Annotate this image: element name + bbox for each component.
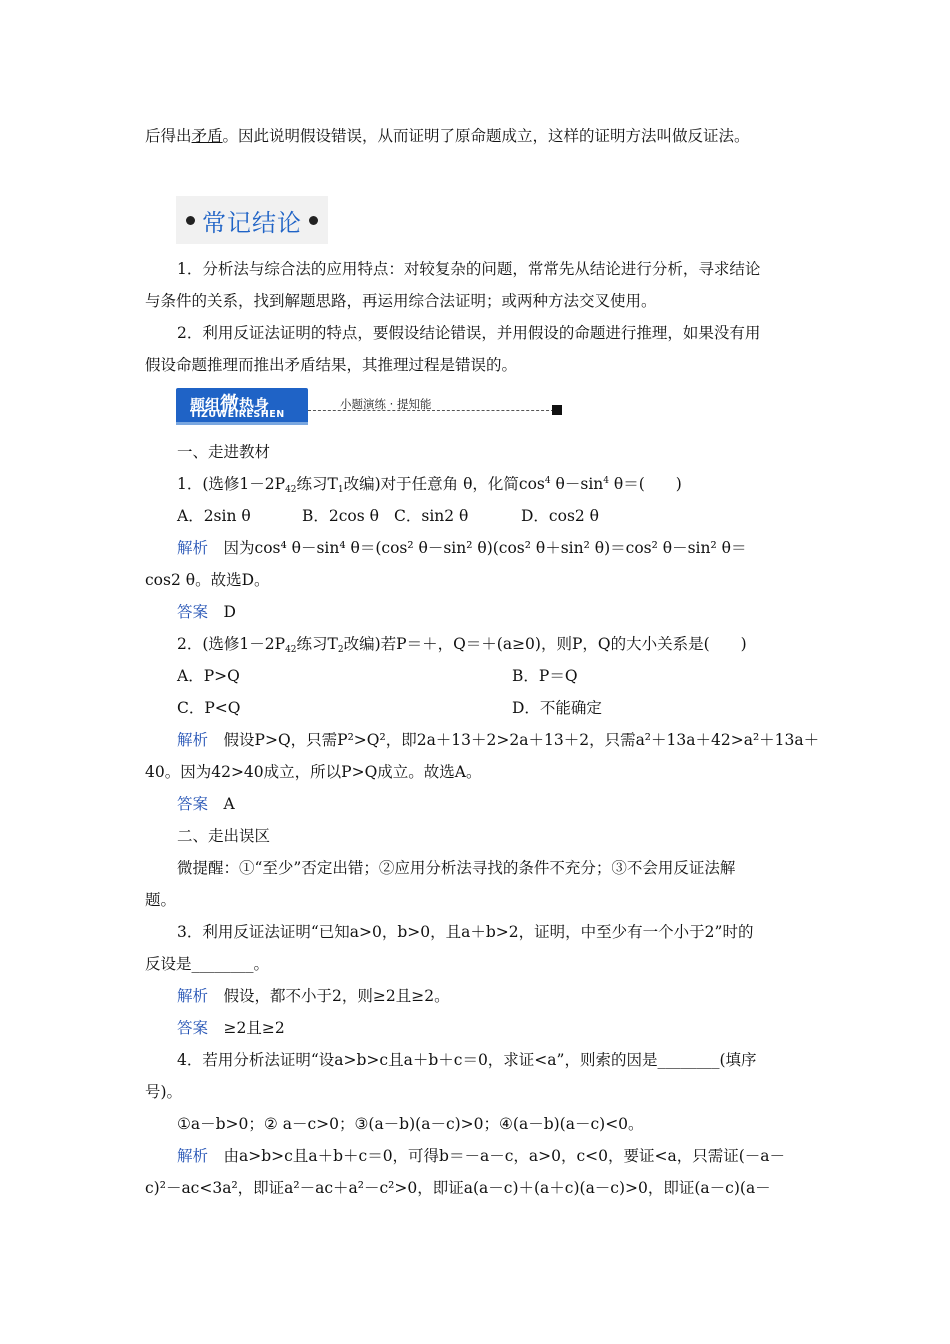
q1-option-a: A．2sin θ [177, 507, 251, 525]
q2-option-c: C．P<Q [177, 699, 241, 717]
solution-label: 解析 [177, 1147, 209, 1165]
conclusion-1-line-1: 1．分析法与综合法的应用特点：对较复杂的问题，常常先从结论进行分析，寻求结论 [177, 260, 761, 278]
bullet-dot-icon [309, 216, 318, 225]
q1-answer: 答案 D [177, 603, 236, 621]
solution-label: 解析 [177, 539, 209, 557]
q1-option-b: B．2cos θ [302, 507, 379, 525]
q2-option-a: A．P>Q [177, 667, 240, 685]
underlined-term: 矛盾 [191, 127, 223, 145]
conclusion-2-line-1: 2．利用反证法证明的特点，要假设结论错误，并用假设的命题进行推理，如果没有用 [177, 324, 761, 342]
q3-solution: 解析 假设，都不小于2，则≥2且≥2。 [177, 987, 450, 1005]
tip-line-2: 题。 [145, 891, 177, 909]
q1-solution-line-2: cos2 θ。故选D。 [145, 571, 270, 589]
bullet-dot-icon [186, 216, 195, 225]
q3-stem-line-1: 3．利用反证法证明“已知a>0，b>0，且a＋b>2，证明，中至少有一个小于2”时的 [177, 923, 754, 941]
q4-stem-line-1: 4．若用分析法证明“设a>b>c且a＋b＋c＝0，求证<a”，则索的因是________(填序 [177, 1051, 757, 1069]
intro-text: 后得出 [145, 127, 192, 145]
warmup-subtitle: 小题演练 · 提知能 [340, 397, 432, 411]
answer-label: 答案 [177, 1019, 209, 1037]
section-heading-1: 一、走进教材 [177, 443, 271, 461]
q4-stem-line-2: 号)。 [145, 1083, 183, 1101]
q2-stem: 2．(选修$1-2P_{42}$练习$T_2$改编)若P＝＋，Q＝＋(a≥0)，则P，Q的大小关系是( ) [177, 635, 747, 655]
intro-text-rest: 。因此说明假设错误，从而证明了原命题成立，这样的证明方法叫做反证法。 [222, 127, 750, 145]
warmup-underline [176, 422, 308, 425]
answer-label: 答案 [177, 795, 209, 813]
q1-option-d: D．cos2 θ [521, 507, 600, 525]
q1-stem: 1．(选修$1-2P_{42}$练习$T_1$改编)对于任意角 θ，化简$\cos^4 \theta-\sin^4$ θ＝( ) [177, 475, 682, 495]
q3-answer: 答案 ≥2且≥2 [177, 1019, 285, 1037]
warmup-title-box [176, 388, 308, 424]
q4-solution-line-2: c)²－ac<3a²，即证a²－ac＋a²－c²>0，即证a(a－c)＋(a＋c)(a－c)>0，即证(a－c)(a－ [145, 1179, 771, 1197]
warmup-title: 题组微热身 [190, 393, 270, 415]
q4-solution-line-1: 解析 由a>b>c且a＋b＋c＝0，可得b＝－a－c，a>0，c<0，要证<a，只需证(－a－ [177, 1147, 786, 1165]
q1-solution-line-1: 解析 因为cos⁴ θ－sin⁴ θ＝(cos² θ－sin² θ)(cos² θ＋sin² θ)＝cos² θ－sin² θ＝ [177, 539, 747, 557]
answer-label: 答案 [177, 603, 209, 621]
tip-line-1: 微提醒：①“至少”否定出错；②应用分析法寻找的条件不充分；③不会用反证法解 [177, 859, 736, 877]
banner-title: 常记结论 [202, 209, 302, 237]
q2-option-b: B．P＝Q [512, 667, 578, 685]
solution-label: 解析 [177, 987, 209, 1005]
q2-option-d: D．不能确定 [512, 699, 602, 717]
conclusion-1-line-2: 与条件的关系，找到解题思路，再运用综合法证明；或两种方法交叉使用。 [145, 292, 657, 310]
square-end-icon [552, 405, 562, 415]
q2-answer: 答案 A [177, 795, 235, 813]
q1-option-c: C．sin2 θ [394, 507, 469, 525]
warmup-pinyin: TIZUWEIRESHEN [190, 409, 285, 420]
solution-label: 解析 [177, 731, 209, 749]
q2-solution-line-1: 解析 假设P>Q，只需P²>Q²，即2a＋13＋2>2a＋13＋2，只需a²＋13a＋42>a²＋13a＋ [177, 731, 820, 749]
intro-line [145, 125, 750, 147]
q2-solution-line-2: 40。因为42>40成立，所以P>Q成立。故选A。 [145, 763, 482, 781]
section-heading-2: 二、走出误区 [177, 827, 271, 845]
warmup-banner [176, 386, 566, 426]
q4-options: ①a－b>0；② a－c>0；③(a－b)(a－c)>0；④(a－b)(a－c)<0。 [177, 1115, 644, 1133]
q3-stem-line-2: 反设是________。 [145, 955, 270, 973]
conclusion-2-line-2: 假设命题推理而推出矛盾结果，其推理过程是错误的。 [145, 356, 518, 374]
section-banner [176, 196, 328, 244]
